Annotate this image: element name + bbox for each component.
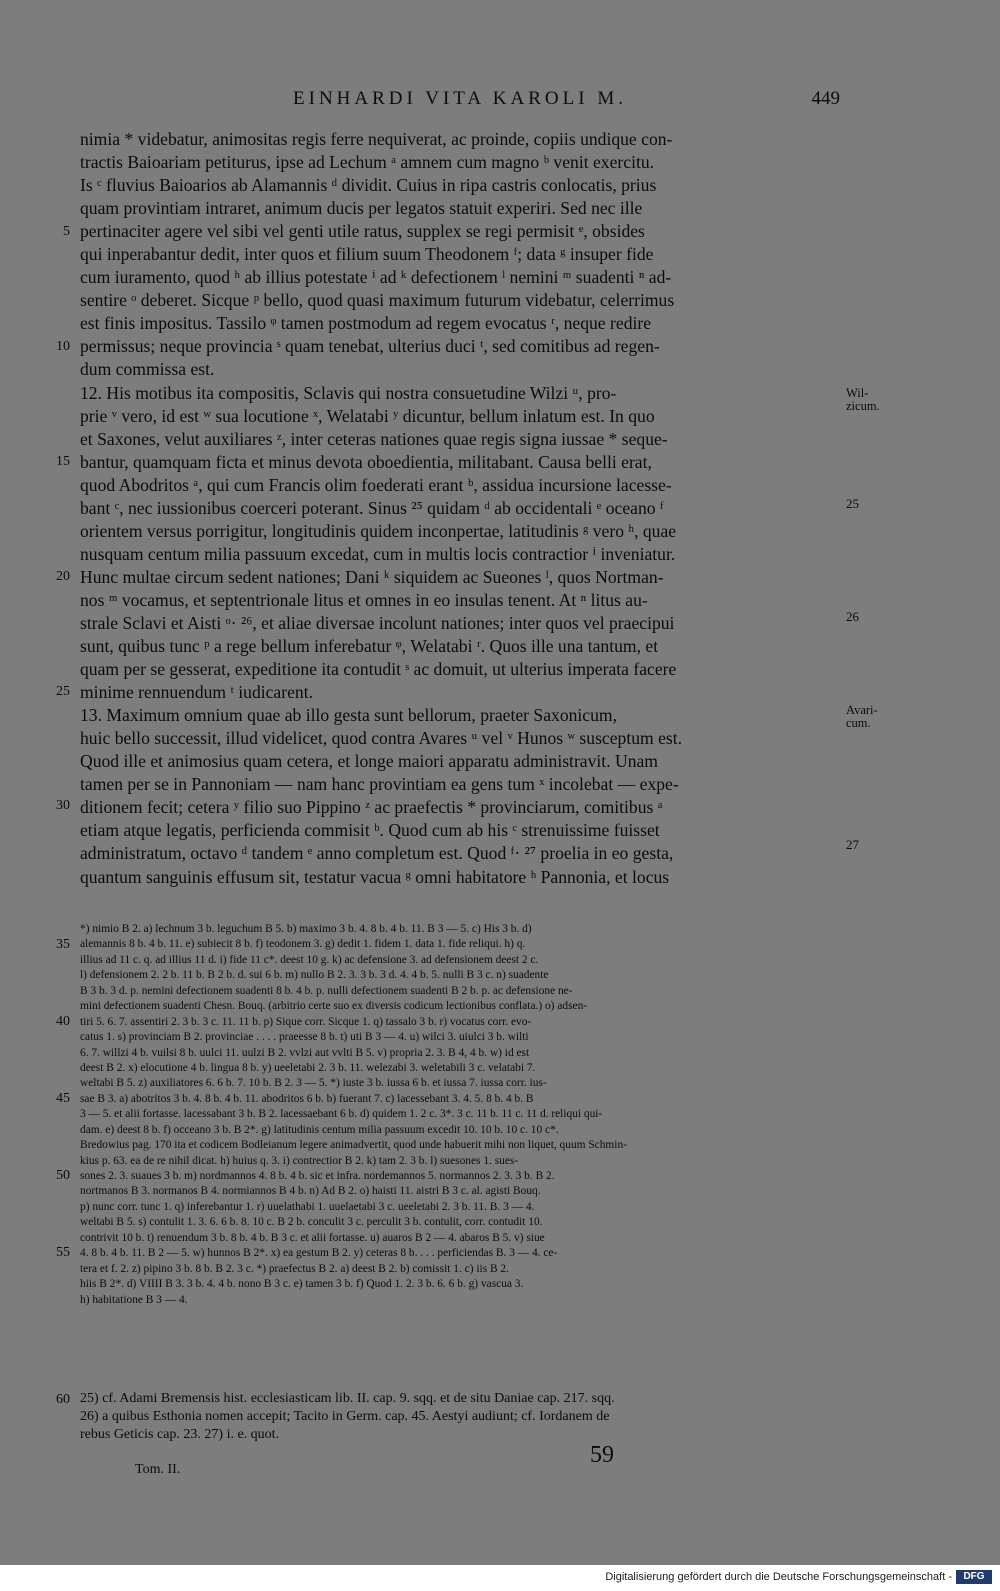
text-line: est finis impositus. Tassilo ᵠ tamen postmodum ad regem evocatus ʳ, neque redire [80, 313, 652, 334]
text-line: bant ᶜ, nec iussionibus coerceri poterant. Sinus ²⁵ quidam ᵈ ab occidentali ᵉ oceano ᶠ [80, 497, 664, 518]
line-number: 50 [56, 1168, 70, 1183]
main-text [80, 128, 840, 889]
apparatus-line: B 3 b. 3 d. p. nemini defectionem suadenti 8 b. 4 b. p. nulli defectionem suadenti B 2 b. p. ac defensione ne- [80, 984, 573, 997]
text-line: quod Abodritos ᵃ, qui cum Francis olim foederati erant ᵇ, assidua incursione lacesse- [80, 474, 672, 495]
signature-mark: 59 [590, 1442, 614, 1468]
text-line: cum iuramento, quod ʰ ab illius potestate ⁱ ad ᵏ defectionem ˡ nemini ᵐ suadenti ⁿ ad- [80, 267, 672, 288]
apparatus-line: sones 2. 3. suaues 3 b. m) nordmannos 4. 8 b. 4 b. sic et infra. nordemannos 5. normannos 2. 3. 3 b. B 2. [80, 1170, 555, 1182]
text-line: sunt, quibus tunc ᵖ a rege bellum inferebatur ᵠ, Welatabi ʳ. Quos ille una tantum, et [80, 636, 659, 657]
text-line: permissus; neque provincia ˢ quam tenebat, ulterius duci ᵗ, sed comitibus ad regen- [80, 336, 660, 357]
dfg-logo-icon: DFG [956, 1570, 992, 1584]
apparatus-line: kius p. 63. ea de re nihil dicat. h) huius q. 3. i) contrectior B 2. k) tam 2. 3 b. l) suesones 1. sues- [80, 1154, 519, 1167]
apparatus-line: weltabi B 5. s) contulit 1. 3. 6. 6 b. 8. 10 c. B 2 b. conculit 3 c. perculit 3 b. contulit, corr. contudit 10. [80, 1216, 543, 1229]
apparatus-line: catus 1. s) provinciam B 2. provinciae . . . . praeesse 8 b. t) uti B 3 — 4. u) wilci 3. uiulci 3 b. wilti [80, 1031, 529, 1044]
text-line: sentire ᵒ deberet. Sicque ᵖ bello, quod quasi maximum futurum videbatur, celerrimus [80, 290, 675, 311]
text-line: administratum, octavo ᵈ tandem ᵉ anno completum est. Quod ᶠ· ²⁷ proelia in eo gesta, [80, 843, 674, 864]
line-number: 40 [56, 1014, 70, 1029]
text-line: ditionem fecit; cetera ʸ filio suo Pippino ᶻ ac praefectis * provinciarum, comitibus ᵃ [80, 797, 663, 818]
text-line: orientem versus porrigitur, longitudinis quidem inconpertae, latitudinis ᵍ vero ʰ, quae [80, 520, 677, 541]
line-number: 45 [56, 1091, 70, 1106]
line-number: 35 [56, 937, 70, 952]
footnotes [80, 1390, 840, 1445]
text-line: huic bello successit, illud videlicet, quod contra Avares ᵘ vel ᵛ Hunos ʷ susceptum est. [80, 728, 683, 749]
volume-label: Tom. II. [135, 1462, 181, 1477]
apparatus-line: 4. 8 b. 4 b. 11. B 2 — 5. w) hunnos B 2*. x) ea gestum B 2. y) ceteras 8 b. . . . perficiendas B. 3 — 4. ce- [80, 1247, 558, 1260]
text-line: strale Sclavi et Aisti ᵒ· ²⁶, et aliae diversae incolunt nationes; inter quos vel praecipui [80, 612, 675, 633]
text-line: 13. Maximum omnium quae ab illo gesta sunt bellorum, praeter Saxonicum, [80, 705, 617, 726]
apparatus-line: h) habitatione B 3 — 4. [80, 1293, 188, 1306]
footnote-line: 26) a quibus Esthonia nomen accepit; Tacito in Germ. cap. 45. Aestyi audiunt; cf. Iordanem de [80, 1409, 610, 1425]
line-number: 15 [56, 454, 70, 469]
text-line: bantur, quamquam ficta et minus devota oboedientia, militabant. Causa belli erat, [80, 451, 652, 472]
text-line: Hunc multae circum sedent nationes; Dani ᵏ siquidem ac Sueones ˡ, quos Nortman- [80, 566, 664, 587]
marginal-footnote-ref: 26 [846, 609, 859, 624]
apparatus-line: nortmanos B 3. normanos B 4. normiannos B 4 b. n) Ad B 2. o) haisti 11. aistri B 3 c. al. agisti Bouq. [80, 1185, 541, 1198]
text-line: nimia * videbatur, animositas regis ferre nequiverat, ac proinde, copiis undique con- [80, 129, 673, 149]
side-note: Wil- [846, 386, 869, 400]
running-title: EINHARDI VITA KAROLI M. [293, 88, 627, 109]
text-line: Quod ille et animosius quam cetera, et longe maiori apparatu administravit. Unam [80, 751, 658, 772]
apparatus-line: p) nunc corr. tunc 1. q) inferebantur 1. r) uuelathabi 1. uuelaetabi 3 c. ueeletabi 2. 3 b. 11. B. 3 — 4. [80, 1200, 535, 1213]
text-line: dum commissa est. [80, 359, 215, 380]
critical-apparatus [80, 922, 840, 1308]
line-number: 20 [56, 569, 70, 584]
apparatus-line: 6. 7. willzi 4 b. vuilsi 8 b. uulci 11. uulzi B 2. vvlzi aut vvlti B 5. v) propria 2. 3. B 4, 4 b. w) id est [80, 1046, 530, 1059]
apparatus-line: tera et f. 2. z) pipino 3 b. 8 b. B 2. 3 c. *) praefectus B 2. a) deest B 2. b) comissit 1. c) iis B 2. [80, 1262, 509, 1275]
side-note: Avari- [846, 703, 878, 717]
text-line: quam per se gesserat, expeditione ita contudit ˢ ac domuit, ut ulterius imperata facere [80, 659, 677, 680]
apparatus-line: illius ad 11 c. q. ad illius 11 d. i) fide 11 c*. deest 10 g. k) ac defensione 3. ad defensionem deest 2 c. [80, 953, 539, 966]
line-number: 25 [56, 684, 70, 699]
marginal-footnote-ref: 27 [846, 837, 859, 852]
text-line: minime rennuendum ᵗ iudicarent. [80, 682, 313, 703]
text-line: prie ᵛ vero, id est ʷ sua locutione ˣ, Welatabi ʸ dicuntur, bellum inlatum est. In quo [80, 405, 655, 426]
text-line: Is ᶜ fluvius Baioarios ab Alamannis ᵈ dividit. Cuius in ripa castris conlocatis, prius [80, 175, 657, 196]
side-note: cum. [846, 716, 871, 730]
line-number: 60 [56, 1392, 70, 1407]
marginal-footnote-ref: 25 [846, 496, 859, 511]
line-number: 55 [56, 1245, 70, 1260]
footnote-line: rebus Geticis cap. 23. 27) i. e. quot. [80, 1427, 280, 1443]
text-line: etiam atque legatis, perficienda commisit ᵇ. Quod cum ab his ᶜ strenuissime fuisset [80, 820, 660, 841]
text-line: quantum sanguinis effusum sit, testatur vacua ᵍ omni habitatore ʰ Pannonia, et locus [80, 866, 670, 887]
apparatus-line: alemannis 8 b. 4 b. 11. e) subiecit 8 b. f) teodonem 3. g) dedit 1. fidem 1. data 1. fide reliqui. h) q. [80, 938, 526, 951]
dfg-banner [0, 1565, 1000, 1591]
text-line: quam provintiam intraret, animum ducis per legatos statuit experiri. Sed nec ille [80, 198, 643, 219]
line-number: 30 [56, 798, 70, 813]
text-line: nusquam centum milia passuum excedat, cum in multis locis contractior ⁱ inveniatur. [80, 543, 676, 564]
apparatus-line: tiri 5. 6. 7. assentiri 2. 3 b. 3 c. 11. 11 b. p) Sique corr. Sicque 1. q) tassalo 3 b. r) vocatus corr. evo- [80, 1015, 532, 1028]
apparatus-line: deest B 2. x) elocutione 4 b. lingua 8 b. y) ueeletabi 2. 3 b. 11. welezabi 3. weletabili 3 c. velatabi 7. [80, 1061, 536, 1074]
apparatus-line: 3 — 5. et alii fortasse. lacessabant 3 b. B 2. lacessaebant 6 b. d) quidem 1. 2 c. 3*. 3 c. 11 b. 11 c. 11 d. reliqui qui- [80, 1108, 603, 1121]
text-line: et Saxones, velut auxiliares ᶻ, inter ceteras nationes quae regis signa iussae * seque- [80, 428, 668, 449]
apparatus-line: contrivit 10 b. t) renuendum 3 b. 8 b. 4 b. B 3 c. et alii fortasse. u) auaros B 2 — 4. abaros B 5. v) siue [80, 1231, 545, 1244]
apparatus-line: sae B 3. a) abotritos 3 b. 4. 8 b. 4 b. 11. abodritos 6 b. b) fuerant 7. c) lacessebant 3. 4. 5. 8 b. 4 b. B [80, 1092, 534, 1105]
apparatus-line: weltabi B 5. z) auxiliatores 6. 6 b. 7. 10 b. B 2. 3 — 5. *) iuste 3 b. iussa 6 b. et iussa 7. iussa corr. ius- [80, 1077, 547, 1090]
apparatus-line: hiis B 2*. d) VIIII B 3. 3 b. 4. 4 b. nono B 3 c. e) tamen 3 b. f) Quod 1. 2. 3 b. 6. 6 b. g) vascua 3. [80, 1278, 524, 1291]
text-line: nos ᵐ vocamus, et septentrionale litus et omnes in eo insulas tenent. At ⁿ litus au- [80, 589, 648, 610]
text-line: qui inperabantur dedit, inter quos et filium suum Theodonem ᶠ; data ᵍ insuper fide [80, 244, 654, 265]
line-number: 10 [56, 339, 70, 354]
page-header [80, 88, 840, 118]
dfg-funding-text: Digitalisierung gefördert durch die Deutsche Forschungsgemeinschaft - [605, 1571, 952, 1583]
text-line: 12. His motibus ita compositis, Sclavis qui nostra consuetudine Wilzi ᵘ, pro- [80, 382, 617, 403]
line-number: 5 [63, 224, 70, 239]
side-note: zicum. [846, 399, 880, 413]
text-line: tractis Baioariam petiturus, ipse ad Lechum ᵃ amnem cum magno ᵇ venit exercitu. [80, 152, 655, 173]
apparatus-line: l) defensionem 2. 2 b. 11 b. B 2 b. d. sui 6 b. m) nullo B 2. 3. 3 b. 3 d. 4. 4 b. 5. nulli B 3 c. n) suadente [80, 969, 549, 982]
signature-row [80, 1442, 840, 1482]
apparatus-line: mini defectionem suadenti Chesn. Bouq. (arbitrio certe suo ex diversis codicum lectionibus conflata.) o) adsen- [80, 1000, 588, 1013]
text-line: tamen per se in Pannoniam — nam hanc provintiam ea gens tum ˣ incolebat — expe- [80, 774, 679, 795]
text-line: pertinaciter agere vel sibi vel genti utile ratus, supplex se regi permisit ᵉ, obsides [80, 221, 645, 242]
footnote-line: 25) cf. Adami Bremensis hist. ecclesiasticam lib. II. cap. 9. sqq. et de situ Daniae cap. 217. sqq. [80, 1391, 615, 1406]
page-number: 449 [811, 88, 840, 109]
apparatus-line: Bredowius pag. 170 ita et codicem Bodleianum legere animadvertit, quod unde habuerit mihi non liquet, quum Schmin- [80, 1139, 627, 1152]
apparatus-line: *) nimio B 2. a) lechnum 3 b. leguchum B 5. b) maximo 3 b. 4. 8 b. 4 b. 11. B 3 — 5. c) His 3 b. d) [80, 923, 532, 935]
apparatus-line: dam. e) deest 8 b. f) occeano 3 b. B 2*. g) latitudinis centum milia passuum excedit 10. 10 b. 10 c. 10 c*. [80, 1123, 559, 1136]
